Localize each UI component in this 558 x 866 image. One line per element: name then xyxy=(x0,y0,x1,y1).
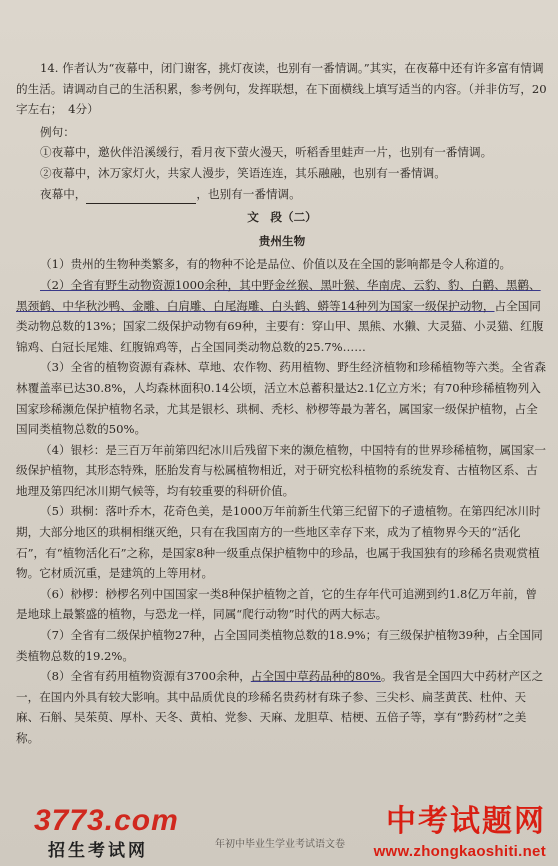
underlined-text: 占全国中草药品种的80% xyxy=(250,669,381,684)
paragraph-1: （1）贵州的生物种类繁多，有的物种不论是品位、价值以及在全国的影响都是令人称道的。 xyxy=(40,257,512,272)
paragraph-8: （8）全省有药用植物资源有3700余种，占全国中草药品种的80%。我省是全国四大中药材产区之一，在国内外具有较大影响。其中品质优良的珍稀名贵药材有珠子参、三尖杉、扁茎黄芪、杜仲、天麻、石斛、吴茱萸、厚朴、天冬、黄柏、党参、天麻、龙胆草、桔梗、五倍子等，享有“黔药材”之美称。 xyxy=(16,669,544,745)
fill-in-line: 夜幕中， ，也别有一番情调。 xyxy=(16,184,548,205)
paragraph-5: （5）珙桐：落叶乔木，花奇色美，是1000万年前新生代第三纪留下的孑遗植物。在第四纪冰川时期，大部分地区的珙桐相继灭绝，只有在我国南方的一些地区幸存下来，成为了植物界今天的“活化石”，有“植物活化石”之称，是国家8种一级重点保护植物中的珍品，也属于我国独有的珍稀名贵观赏植物。它材质沉重，是建筑的上等用材。 xyxy=(16,504,541,581)
answer-blank[interactable] xyxy=(86,191,196,204)
logo-text: 招生考试网 xyxy=(48,841,148,861)
example-sentence-2: ②夜幕中，沐万家灯火，共家人漫步，笑语连连，其乐融融，也别有一番情调。 xyxy=(40,165,446,180)
paragraph-7: （7）全省有二级保护植物27种，占全国同类植物总数的18.9%；有三级保护植物39种，占全国同类植物总数的19.2%。 xyxy=(16,628,543,663)
paragraph-3: （3）全省的植物资源有森林、草地、农作物、药用植物、野生经济植物和珍稀植物等六类。全省森林覆盖率已达30.8%，人均森林面积0.14公顷，活立木总蓄积量达2.1亿立方米；有70种珍稀植物列入国家珍稀濒危保护植物名录，尤其是银杉、珙桐、秃杉、桫椤等最为著名，属国家一级保护植物，占全国同类植物总数的50%。 xyxy=(16,360,546,437)
page-footer-note: 年初中毕业生学业考试语文卷 xyxy=(215,839,345,850)
exam-text-body xyxy=(16,58,548,749)
watermark-brand: 中考试题网 xyxy=(386,804,546,839)
example-sentence-1: ①夜幕中，邀伙伴沿溪缓行，看月夜下萤火漫天，听稻香里蛙声一片，也别有一番情调。 xyxy=(40,145,493,160)
watermark-url: www.zhongkaoshiti.net xyxy=(373,843,546,860)
example-label: 例句： xyxy=(40,124,75,139)
page-footer xyxy=(0,804,558,866)
logo-number: 3773.com xyxy=(34,804,179,837)
paragraph-4: （4）银杉：是三百万年前第四纪冰川后残留下来的濒危植物，中国特有的世界珍稀植物，属国家一级保护植物，其形态特殊，胚胎发育与松属植物相近，对于研究松科植物的系统发育、古植物区系、古地理及第四纪冰川期气候等，均有较重要的科研价值。 xyxy=(16,442,546,498)
passage-title: 贵州生物 xyxy=(258,233,306,248)
watermark-logo-left xyxy=(12,804,212,860)
section-heading: 文 段（二） xyxy=(247,210,317,225)
paragraph-2: （2）全省有野生动物资源1000余种，其中野金丝猴、黑叶猴、华南虎、云豹、豹、白鹳、黑鹳、黑颈鹤、中华秋沙鸭、金雕、白肩雕、白尾海雕、白头鹤、蟒等14种列为国家一级保护动物，占全国同类动物总数的13%；国家二级保护动物有69种，主要有：穿山甲、黑熊、水獭、大灵猫、小灵猫、红腹锦鸡、白冠长尾雉、红腹锦鸡等，占全国同类动物总数的25.7%…… xyxy=(16,277,544,354)
underlined-text: （2）全省有野生动物资源1000余种，其中野金丝猴、黑叶猴、华南虎、云豹、豹、白鹳、黑鹳、黑颈鹤、中华秋沙鸭、金雕、白肩雕、白尾海雕、白头鹤、蟒等14种列为国家一级保护动物， xyxy=(16,277,541,313)
paragraph-6: （6）桫椤：桫椤名列中国国家一类8种保护植物之首，它的生存年代可追溯到约1.8亿万年前，曾是地球上最繁盛的植物，与恐龙一样，同属“爬行动物”时代的两大标志。 xyxy=(16,586,537,622)
question-14-text: 14. 作者认为“夜幕中，闭门谢客，挑灯夜读，也别有一番情调。”其实，在夜幕中还有许多富有情调的生活。请调动自己的生活积累，参考例句，发挥联想，在下面横线上填写适当的内容。（并非仿写，20字左右； 4分） xyxy=(16,61,547,117)
